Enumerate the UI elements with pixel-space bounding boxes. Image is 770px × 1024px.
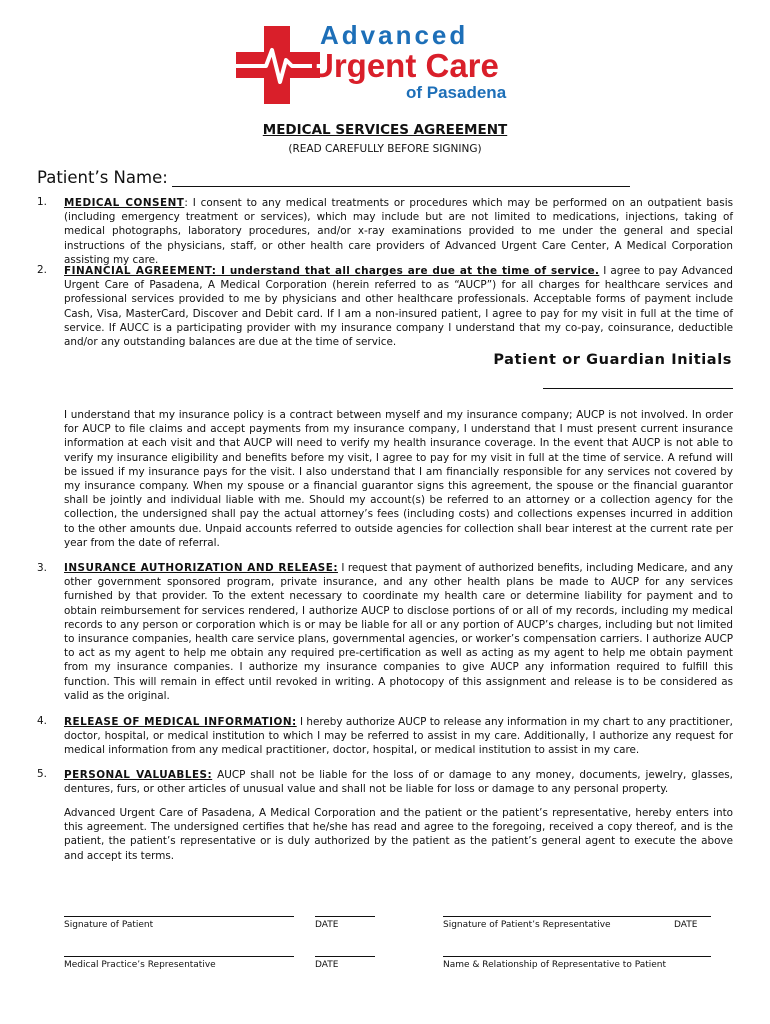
patient-name-label: Patient’s Name:	[37, 168, 168, 187]
representative-signature-line[interactable]	[443, 916, 711, 917]
date-label: DATE	[315, 960, 339, 970]
representative-name-relationship-line[interactable]	[443, 956, 711, 957]
item-number: 3.	[37, 562, 47, 574]
section-text: AUCP shall not be liable for the loss of or damage to any money, documents, jewelry, glasses, dentures, furs, or other articles of unusual value and shall not be liable for loss or damage to any personal property.	[64, 769, 733, 796]
document-subtitle: (READ CAREFULLY BEFORE SIGNING)	[288, 143, 482, 155]
date-label: DATE	[315, 920, 339, 930]
signature-of-patient-label: Signature of Patient	[64, 920, 154, 930]
date-line[interactable]	[315, 956, 375, 957]
initials-line[interactable]	[543, 388, 733, 389]
section-heading: FINANCIAL AGREEMENT:	[64, 265, 217, 277]
medical-cross-icon	[236, 26, 320, 104]
logo-text-pasadena: of Pasadena	[406, 83, 507, 102]
release-medical-info-section	[64, 715, 733, 758]
section-heading-separator: :	[184, 197, 188, 209]
section-heading: RELEASE OF MEDICAL INFORMATION:	[64, 716, 297, 728]
document-title: MEDICAL SERVICES AGREEMENT	[262, 122, 508, 138]
item-number: 4.	[37, 715, 47, 727]
section-heading: PERSONAL VALUABLES:	[64, 769, 213, 781]
practice-representative-label: Medical Practice’s Representative	[64, 960, 216, 970]
logo-text-urgent-care: Urgent Care	[310, 47, 499, 84]
date-line[interactable]	[315, 916, 375, 917]
patient-signature-line[interactable]	[64, 916, 294, 917]
section-emphasis: I understand that all charges are due at the time of service.	[216, 265, 600, 277]
insurance-authorization-section	[64, 561, 733, 703]
representative-signature-label: Signature of Patient’s Representative	[443, 920, 611, 930]
item-number: 5.	[37, 768, 47, 780]
section-text: I consent to any medical treatments or procedures which may be performed on an outpatient basis (including emergency treatment or services), which may include but are not limited to medications, injections, taking of medical photographs, laboratory procedures, and/or x-ray examinations provided to me under the general and special instructions of the physicians, staff, or other health care providers of Advanced Urgent Care Center, A Medical Corporation assisting my care.	[64, 197, 734, 266]
section-text: I request that payment of authorized benefits, including Medicare, and any other government sponsored program, private insurance, and any other health plans be made to AUCP for any services furnished by that provider. To the extent necessary to coordinate my health care or determine liability for payment and to obtain reimbursement for services rendered, I authorize AUCP to disclose portions of or all of my records, including my medical records to any person or corporation which is or may be liable for all or any portion of AUCP’s charges, including but not limited to insurance companies, health care service plans, governmental agencies, or worker’s compensation carriers. I authorize AUCP to act as my agent to help me obtain any required pre-certification as well as acting as my agent to help me obtain payment from my insurance companies. I authorize my insurance companies to give AUCP any information required to fulfill this function. This will remain in effect until revoked in writing. A photocopy of this assignment and release is to be considered as valid as the original.	[64, 562, 733, 702]
practice-representative-line[interactable]	[64, 956, 294, 957]
date-label: DATE	[674, 920, 698, 930]
heartbeat-line-icon	[236, 46, 320, 86]
logo-text-advanced: Advanced	[320, 20, 469, 50]
closing-paragraph: Advanced Urgent Care of Pasadena, A Medical Corporation and the patient or the patient’s representative, hereby enters into this agreement. The undersigned certifies that he/she has read and agree to the foregoing, received a copy thereof, and is the patient, the patient’s representative or is duly authorized by the patient as the patient’s general agent to execute the above and accept its terms.	[64, 807, 733, 862]
insurance-paragraph: I understand that my insurance policy is a contract between myself and my insurance company; AUCP is not involved. In order for AUCP to file claims and accept payments from my insurance company, I understand that I must present current insurance information at each visit and that AUCP will need to verify my health insurance coverage. In the event that AUCP is not able to verify my insurance eligibility and benefits before my visit, I agree to pay for my visit in full at the time of service. A refund will be issued if my insurance pays for the visit. I also understand that I am financially responsible for any services not covered by my insurance company. When my spouse or a financial guarantor signs this agreement, the spouse or the financial guarantor shall be jointly and individual liable with me. Should my account(s) be referred to an attorney or a collection agency for the collection, the undersigned shall pay the actual attorney’s fees (including costs) and collections expenses incurred in addition to the other amounts due. Unpaid accounts referred to outside agencies for collection shall bear interest at the current rate per year from the date of referral.	[64, 409, 733, 549]
section-text: I agree to pay Advanced Urgent Care of Pasadena, A Medical Corporation (herein referred to as “AUCP”) for all charges for healthcare services and professional services provided to me by physicians and other healthcare professionals. Acceptable forms of payment include Cash, Visa, MasterCard, Discover and Debit card. If I am a non-insured patient, I agree to pay for my visit in full at the time of service. If AUCC is a participating provider with my insurance company I understand that my co-pay, coinsurance, deductible and/or any outstanding balances are due at the time of service.	[64, 265, 733, 349]
medical-consent-section	[64, 196, 733, 267]
patient-name-field[interactable]	[37, 168, 630, 187]
section-heading: INSURANCE AUTHORIZATION AND RELEASE:	[64, 562, 338, 574]
patient-name-line[interactable]	[172, 171, 630, 187]
name-relationship-label: Name & Relationship of Representative to Patient	[443, 960, 667, 970]
item-number: 1.	[37, 196, 47, 208]
initials-label: Patient or Guardian Initials	[493, 352, 732, 368]
clinic-logo	[236, 20, 536, 104]
section-heading: MEDICAL CONSENT	[64, 197, 185, 209]
item-number: 2.	[37, 264, 47, 276]
section-text: I hereby authorize AUCP to release any information in my chart to any practitioner, doctor, hospital, or medical institution to which I may be referred to assist in my care. Additionally, I authorize any request for medical information from any medical practitioner, doctor, hospital, or medical institution to assist in my care.	[64, 716, 733, 757]
financial-agreement-section	[64, 264, 733, 349]
personal-valuables-section	[64, 768, 733, 796]
